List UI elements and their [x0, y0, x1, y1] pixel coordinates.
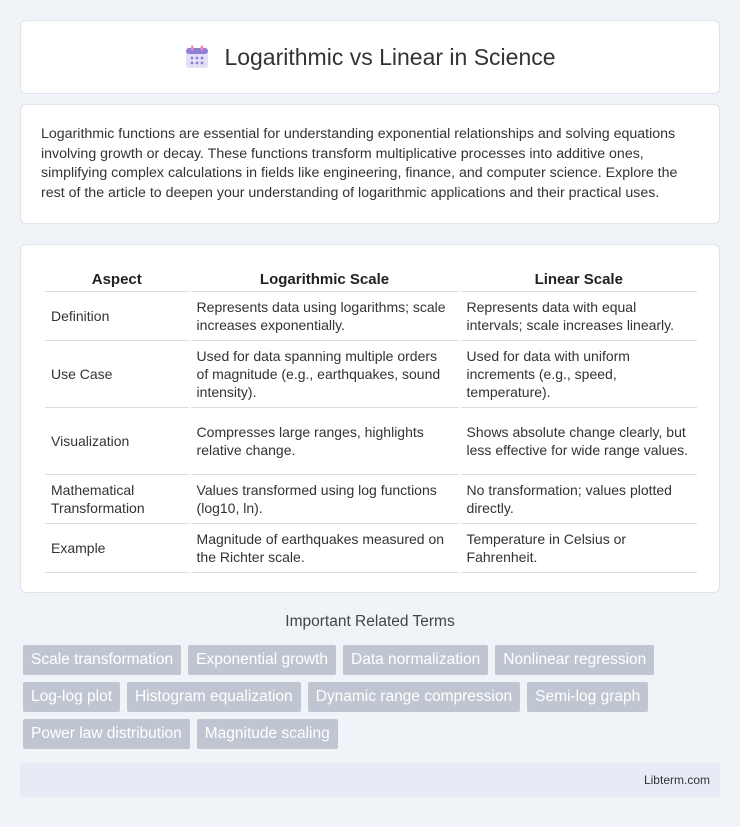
tag-scale-transformation[interactable]: Scale transformation: [23, 645, 181, 675]
page-title: Logarithmic vs Linear in Science: [224, 43, 556, 70]
table-row: [45, 408, 697, 475]
table-row: [45, 524, 697, 573]
header-aspect: Aspect: [45, 267, 189, 292]
cell-aspect: Definition: [45, 292, 189, 341]
cell-logarithmic: Compresses large ranges, highlights relative change.: [191, 408, 459, 475]
cell-aspect: Example: [45, 524, 189, 573]
cell-linear: Represents data with equal intervals; scale increases linearly.: [461, 292, 697, 341]
cell-aspect: Use Case: [45, 341, 189, 408]
cell-logarithmic: Represents data using logarithms; scale increases exponentially.: [191, 292, 459, 341]
tag-magnitude-scaling[interactable]: Magnitude scaling: [197, 719, 338, 749]
related-terms-tags: [23, 645, 723, 749]
calendar-icon: [184, 44, 210, 70]
tag-histogram-equalization[interactable]: Histogram equalization: [127, 682, 301, 712]
intro-card: [20, 104, 720, 224]
footer: [20, 763, 720, 797]
table-row: [45, 341, 697, 408]
cell-aspect: Mathematical Transformation: [45, 475, 189, 524]
tag-nonlinear-regression[interactable]: Nonlinear regression: [495, 645, 654, 675]
table-header-row: [45, 267, 697, 292]
cell-aspect: Visualization: [45, 408, 189, 475]
tag-exponential-growth[interactable]: Exponential growth: [188, 645, 336, 675]
cell-linear: Used for data with uniform increments (e.g., speed, temperature).: [461, 341, 697, 408]
table-row: [45, 292, 697, 341]
header-logarithmic: Logarithmic Scale: [191, 267, 459, 292]
table-row: [45, 475, 697, 524]
cell-logarithmic: Values transformed using log functions (log10, ln).: [191, 475, 459, 524]
tag-data-normalization[interactable]: Data normalization: [343, 645, 488, 675]
footer-site-link[interactable]: Libterm.com: [643, 773, 710, 787]
comparison-card: [20, 244, 720, 593]
cell-logarithmic: Magnitude of earthquakes measured on the Richter scale.: [191, 524, 459, 573]
cell-linear: Temperature in Celsius or Fahrenheit.: [461, 524, 697, 573]
intro-text: Logarithmic functions are essential for understanding exponential relationships and solving equations involving growth or decay. These functions transform multiplicative processes into additive ones, simplifying complex calculations in fields like engineering, finance, and computer science. Explore the rest of the article to deepen your understanding of logarithmic applications and their practical uses.: [41, 126, 678, 201]
cell-linear: No transformation; values plotted directly.: [461, 475, 697, 524]
cell-linear: Shows absolute change clearly, but less effective for wide range values.: [461, 408, 697, 475]
tag-dynamic-range-compression[interactable]: Dynamic range compression: [308, 682, 520, 712]
cell-logarithmic: Used for data spanning multiple orders of magnitude (e.g., earthquakes, sound intensity).: [191, 341, 459, 408]
comparison-table: [43, 267, 699, 573]
tag-log-log-plot[interactable]: Log-log plot: [23, 682, 120, 712]
header-linear: Linear Scale: [461, 267, 697, 292]
header-card: [20, 20, 720, 94]
related-terms-title: Important Related Terms: [285, 613, 455, 630]
tag-power-law-distribution[interactable]: Power law distribution: [23, 719, 190, 749]
tag-semi-log-graph[interactable]: Semi-log graph: [527, 682, 648, 712]
